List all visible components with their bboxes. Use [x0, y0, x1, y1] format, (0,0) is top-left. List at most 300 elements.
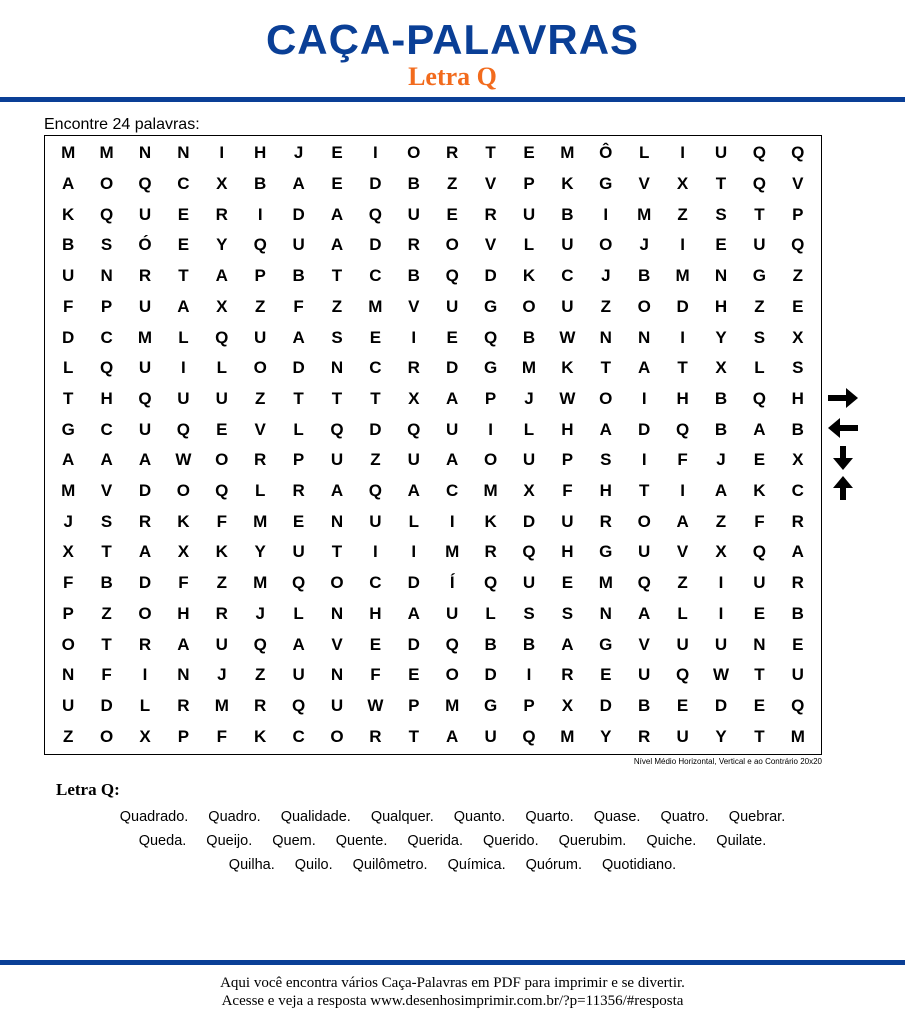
grid-cell: U — [330, 450, 344, 470]
grid-cell: A — [62, 174, 75, 194]
grid-cell: A — [446, 450, 459, 470]
grid-cell: T — [677, 358, 688, 378]
grid-cell: U — [714, 634, 728, 654]
grid-cell: E — [177, 204, 190, 224]
grid-cell: J — [716, 450, 726, 470]
grid-cell: K — [62, 204, 75, 224]
grid-cell: D — [407, 634, 420, 654]
grid-cell: A — [138, 450, 152, 470]
top-divider — [0, 97, 905, 102]
grid-cell: U — [561, 296, 574, 316]
grid-cell: S — [792, 358, 804, 378]
grid-cell: Q — [291, 573, 306, 593]
grid-cell: U — [292, 235, 305, 255]
grid-cell: T — [408, 726, 419, 746]
grid-cell: B — [791, 603, 804, 623]
grid-cell: U — [753, 573, 766, 593]
grid-cell: L — [139, 695, 151, 715]
grid-cell: G — [599, 542, 613, 562]
grid-cell: N — [177, 143, 190, 163]
grid-cell: T — [101, 634, 112, 654]
grid-cell: T — [639, 481, 650, 501]
grid-cell: B — [714, 419, 728, 439]
grid-cell: B — [407, 174, 420, 194]
grid-cell: U — [522, 450, 536, 470]
grid-cell: L — [523, 235, 535, 255]
word-list-item: Queda. — [138, 833, 187, 849]
grid-cell: Q — [253, 634, 267, 654]
grid-cell: T — [370, 388, 381, 408]
grid-cell: A — [177, 634, 190, 654]
grid-cell: Q — [752, 542, 766, 562]
grid-cell: U — [561, 511, 574, 531]
grid-cell: N — [330, 603, 344, 623]
grid-cell: J — [639, 235, 649, 255]
grid-cell: X — [792, 327, 804, 347]
grid-cell: A — [100, 450, 113, 470]
grid-cell: F — [63, 573, 74, 593]
grid-cell: R — [446, 143, 459, 163]
grid-cell: X — [676, 174, 689, 194]
grid-cell: H — [561, 542, 574, 562]
grid-cell: Q — [215, 327, 229, 347]
grid-cell: D — [638, 419, 651, 439]
grid-cell: M — [560, 143, 575, 163]
grid-cell: B — [62, 235, 75, 255]
grid-cell: F — [101, 665, 112, 685]
grid-cell: T — [754, 665, 765, 685]
grid-cell: Y — [216, 235, 228, 255]
grid-cell: E — [408, 665, 420, 685]
grid-cell: R — [484, 204, 497, 224]
level-note: Nível Médio Horizontal, Vertical e ao Contrário 20x20 — [633, 757, 822, 766]
word-list-item: Quente. — [335, 833, 388, 849]
grid-cell: A — [561, 634, 574, 654]
grid-cell: U — [369, 511, 382, 531]
grid-cell: X — [561, 695, 574, 715]
grid-cell: T — [63, 388, 74, 408]
word-list-item: Quadrado. — [119, 809, 189, 825]
grid-cell: T — [485, 143, 496, 163]
grid-cell: N — [638, 327, 651, 347]
word-list-item: Quiche. — [646, 833, 697, 849]
word-list-item: Quarto. — [525, 809, 574, 825]
grid-cell: W — [559, 388, 576, 408]
grid-cell: F — [293, 296, 304, 316]
grid-cell: A — [446, 388, 459, 408]
grid-cell: Q — [522, 542, 536, 562]
grid-cell: U — [791, 665, 804, 685]
grid-cell: T — [178, 266, 189, 286]
grid-cell: B — [561, 204, 574, 224]
grid-cell: N — [330, 511, 344, 531]
grid-cell: F — [63, 296, 74, 316]
word-search-grid — [44, 135, 822, 755]
grid-cell: G — [599, 174, 613, 194]
grid-cell: U — [292, 542, 305, 562]
grid-cell: E — [753, 450, 766, 470]
word-list-item: Quotidiano. — [602, 857, 677, 873]
grid-cell: I — [603, 204, 609, 224]
grid-cell: T — [331, 388, 343, 408]
grid-cell: Y — [254, 542, 266, 562]
grid-cell: E — [792, 296, 804, 316]
grid-cell: R — [138, 266, 152, 286]
grid-cell: D — [484, 665, 497, 685]
grid-cell: M — [253, 511, 268, 531]
grid-cell: A — [446, 726, 459, 746]
grid-cell: R — [791, 511, 804, 531]
grid-cell: I — [181, 358, 186, 378]
grid-cell: Ô — [599, 143, 613, 163]
grid-cell: K — [215, 542, 228, 562]
grid-cell: G — [752, 266, 766, 286]
grid-cell: I — [257, 204, 263, 224]
grid-cell: V — [792, 174, 804, 194]
grid-cell: N — [599, 327, 612, 347]
grid-cell: L — [293, 603, 304, 623]
grid-cell: O — [445, 235, 459, 255]
grid-cell: D — [369, 174, 382, 194]
grid-cell: R — [407, 358, 420, 378]
grid-cell: L — [255, 481, 266, 501]
word-list-item: Quórum. — [525, 857, 583, 873]
grid-cell: B — [407, 266, 420, 286]
word-list-item: Quilômetro. — [352, 857, 428, 873]
grid-cell: T — [600, 358, 611, 378]
grid-cell: U — [292, 665, 305, 685]
grid-cell: O — [61, 634, 75, 654]
word-list-item: Qualquer. — [370, 809, 434, 825]
grid-cell: C — [100, 327, 113, 347]
grid-cell: Z — [792, 266, 803, 286]
grid-cell: O — [99, 174, 114, 194]
grid-cell: V — [638, 174, 650, 194]
grid-cell: A — [292, 174, 305, 194]
grid-cell: Z — [331, 296, 343, 316]
grid-cell: X — [792, 450, 804, 470]
grid-cell: U — [714, 143, 728, 163]
grid-cell: T — [293, 388, 304, 408]
grid-cell: C — [561, 266, 574, 286]
grid-cell: X — [177, 542, 190, 562]
grid-cell: U — [676, 726, 689, 746]
grid-cell: E — [369, 327, 382, 347]
grid-cell: S — [523, 603, 535, 623]
grid-cell: Q — [522, 726, 536, 746]
grid-cell: F — [216, 511, 227, 531]
grid-cell: P — [484, 388, 497, 408]
grid-cell: P — [523, 695, 535, 715]
grid-cell: L — [485, 603, 496, 623]
grid-cell: A — [62, 450, 75, 470]
grid-cell: L — [293, 419, 304, 439]
grid-cell: O — [407, 143, 421, 163]
grid-cell: R — [177, 695, 190, 715]
grid-cell: T — [754, 204, 765, 224]
grid-cell: Q — [752, 143, 766, 163]
grid-cell: R — [369, 726, 382, 746]
grid-cell: Q — [368, 481, 382, 501]
grid-cell: E — [216, 419, 228, 439]
grid-cell: L — [677, 603, 688, 623]
grid-cell: U — [484, 726, 497, 746]
grid-cell: U — [138, 419, 152, 439]
grid-cell: S — [561, 603, 574, 623]
grid-cell: T — [101, 542, 112, 562]
grid-cell: S — [331, 327, 343, 347]
grid-cell: I — [142, 665, 148, 685]
grid-cell: P — [792, 204, 804, 224]
grid-cell: H — [100, 388, 113, 408]
grid-cell: E — [753, 695, 766, 715]
grid-cell: S — [715, 204, 727, 224]
grid-cell: F — [370, 665, 381, 685]
grid-cell: C — [446, 481, 459, 501]
grid-cell: W — [712, 665, 730, 685]
grid-cell: U — [446, 296, 459, 316]
word-list-title: Letra Q: — [56, 780, 120, 799]
grid-cell: U — [62, 266, 75, 286]
grid-cell: Q — [791, 143, 805, 163]
grid-cell: K — [561, 174, 574, 194]
grid-cell: K — [522, 266, 536, 286]
grid-cell: P — [292, 450, 305, 470]
grid-cell: I — [449, 511, 455, 531]
grid-cell: T — [331, 542, 343, 562]
grid-cell: Í — [449, 573, 455, 593]
grid-cell: Z — [754, 296, 765, 316]
grid-cell: P — [523, 174, 535, 194]
grid-cell: A — [177, 296, 190, 316]
grid-cell: C — [177, 174, 190, 194]
grid-cell: U — [62, 695, 75, 715]
grid-cell: A — [407, 603, 420, 623]
grid-cell: J — [217, 665, 227, 685]
grid-cell: F — [754, 511, 765, 531]
grid-cell: U — [138, 204, 152, 224]
grid-cell: V — [484, 235, 497, 255]
grid-cell: L — [639, 143, 650, 163]
grid-cell: G — [483, 296, 498, 316]
grid-cell: U — [215, 388, 228, 408]
grid-cell: T — [331, 266, 343, 286]
grid-cell: Q — [291, 695, 306, 715]
arrow-up-icon — [826, 475, 860, 501]
grid-cell: E — [331, 174, 343, 194]
grid-cell: H — [714, 296, 728, 316]
grid-cell: M — [368, 296, 383, 316]
grid-cell: V — [484, 174, 497, 194]
grid-cell: C — [369, 266, 382, 286]
grid-cell: R — [254, 450, 267, 470]
grid-cell: H — [177, 603, 190, 623]
grid-cell: S — [600, 450, 612, 470]
word-list-item: Quilha. — [228, 857, 275, 873]
grid-cell: I — [680, 481, 685, 501]
grid-cell: I — [718, 603, 724, 623]
grid-cell: M — [521, 358, 537, 378]
grid-cell: Q — [675, 665, 690, 685]
grid-cell: E — [792, 634, 804, 654]
grid-cell: D — [292, 358, 305, 378]
grid-cell: D — [599, 695, 612, 715]
grid-cell: D — [369, 419, 382, 439]
grid-cell: V — [676, 542, 689, 562]
grid-cell: U — [330, 695, 344, 715]
grid-cell: E — [753, 603, 766, 623]
grid-cell: Z — [216, 573, 227, 593]
grid-cell: O — [330, 726, 344, 746]
grid-cell: A — [215, 266, 228, 286]
grid-cell: C — [791, 481, 804, 501]
grid-cell: H — [254, 143, 267, 163]
grid-cell: R — [215, 603, 228, 623]
grid-cell: N — [753, 634, 766, 654]
grid-cell: X — [216, 296, 228, 316]
grid-cell: V — [638, 634, 650, 654]
grid-cell: O — [253, 358, 267, 378]
grid-cell: E — [523, 143, 535, 163]
grid-cell: R — [138, 634, 152, 654]
grid-cell: X — [715, 542, 727, 562]
grid-cell: C — [292, 726, 305, 746]
arrow-down-icon — [826, 445, 860, 471]
word-list-item: Quebrar. — [728, 809, 786, 825]
grid-cell: Q — [253, 235, 267, 255]
grid-cell: Q — [407, 419, 421, 439]
grid-cell: D — [369, 235, 382, 255]
grid-cell: I — [411, 327, 417, 347]
grid-cell: Z — [677, 573, 688, 593]
grid-cell: Z — [255, 665, 266, 685]
grid-cell: Z — [715, 511, 727, 531]
grid-cell: R — [254, 695, 267, 715]
grid-cell: S — [100, 235, 113, 255]
grid-cell: A — [292, 634, 305, 654]
grid-cell: B — [714, 388, 728, 408]
grid-cell: I — [526, 665, 532, 685]
grid-cell: N — [100, 266, 113, 286]
grid-cell: I — [373, 542, 378, 562]
grid-cell: Z — [255, 388, 266, 408]
grid-cell: B — [100, 573, 113, 593]
grid-cell: X — [216, 174, 228, 194]
grid-cell: Z — [600, 296, 611, 316]
grid-cell: U — [638, 665, 651, 685]
grid-cell: U — [561, 235, 574, 255]
grid-cell: L — [216, 358, 227, 378]
grid-cell: D — [522, 511, 536, 531]
grid-cell: I — [641, 450, 647, 470]
grid-cell: Z — [63, 726, 74, 746]
grid-cell: R — [138, 511, 152, 531]
grid-cell: A — [638, 358, 651, 378]
word-list-item: Química. — [447, 857, 506, 873]
grid-cell: M — [61, 143, 76, 163]
grid-cell: F — [677, 450, 688, 470]
grid-cell: I — [488, 419, 493, 439]
grid-cell: P — [561, 450, 574, 470]
grid-cell: Q — [99, 358, 114, 378]
word-list-line — [0, 833, 905, 849]
grid-cell: N — [138, 143, 152, 163]
grid-cell: O — [99, 726, 114, 746]
grid-cell: D — [292, 204, 305, 224]
grid-cell: N — [177, 665, 190, 685]
grid-cell: V — [408, 296, 420, 316]
word-list-item: Quilate. — [716, 833, 767, 849]
grid-cell: U — [138, 358, 152, 378]
grid-cell: Q — [138, 174, 152, 194]
grid-cell: Q — [752, 388, 766, 408]
grid-cell: R — [599, 511, 612, 531]
grid-cell: I — [373, 143, 378, 163]
grid-cell: W — [175, 450, 192, 470]
grid-cell: E — [369, 634, 382, 654]
grid-cell: Q — [637, 573, 651, 593]
grid-cell: O — [637, 511, 651, 531]
grid-cell: B — [638, 695, 651, 715]
grid-cell: L — [754, 358, 765, 378]
grid-cell: A — [330, 204, 344, 224]
grid-cell: Z — [447, 174, 458, 194]
footer-line-2: Acesse e veja a resposta www.desenhosimprimir.com.br/?p=11356/#resposta — [221, 993, 684, 1009]
grid-cell: C — [369, 358, 382, 378]
grid-cell: Q — [675, 419, 690, 439]
footer-line-1: Aqui você encontra vários Caça-Palavras em PDF para imprimir e se divertir. — [220, 975, 685, 991]
instruction-text: Encontre 24 palavras: — [44, 116, 200, 133]
grid-cell: T — [715, 174, 727, 194]
grid-cell: N — [62, 665, 75, 685]
grid-cell: D — [484, 266, 497, 286]
grid-cell: Q — [176, 419, 190, 439]
grid-cell: Q — [330, 419, 344, 439]
grid-cell: U — [407, 450, 420, 470]
grid-cell: I — [680, 143, 685, 163]
grid-cell: H — [369, 603, 382, 623]
grid-cell: L — [63, 358, 74, 378]
grid-cell: E — [446, 204, 458, 224]
grid-cell: V — [331, 634, 343, 654]
grid-cell: G — [483, 358, 498, 378]
grid-cell: R — [561, 665, 574, 685]
grid-cell: O — [215, 450, 229, 470]
grid-cell: F — [562, 481, 573, 501]
bottom-divider — [0, 960, 905, 965]
grid-cell: J — [255, 603, 265, 623]
grid-cell: N — [330, 358, 344, 378]
grid-cell: J — [63, 511, 73, 531]
grid-cell: A — [638, 603, 651, 623]
grid-cell: Q — [483, 573, 498, 593]
grid-cell: W — [367, 695, 384, 715]
grid-cell: D — [62, 327, 75, 347]
grid-cell: A — [138, 542, 152, 562]
grid-cell: D — [407, 573, 420, 593]
grid-cell: M — [61, 481, 76, 501]
grid-cell: E — [600, 665, 612, 685]
grid-cell: D — [100, 695, 113, 715]
word-list-item: Quem. — [272, 833, 316, 849]
grid-cell: M — [675, 266, 690, 286]
grid-cell: E — [676, 695, 689, 715]
word-list-item: Querubim. — [558, 833, 627, 849]
grid-cell: P — [408, 695, 420, 715]
grid-cell: D — [714, 695, 728, 715]
arrow-left-icon — [826, 415, 860, 441]
grid-cell: A — [330, 235, 344, 255]
